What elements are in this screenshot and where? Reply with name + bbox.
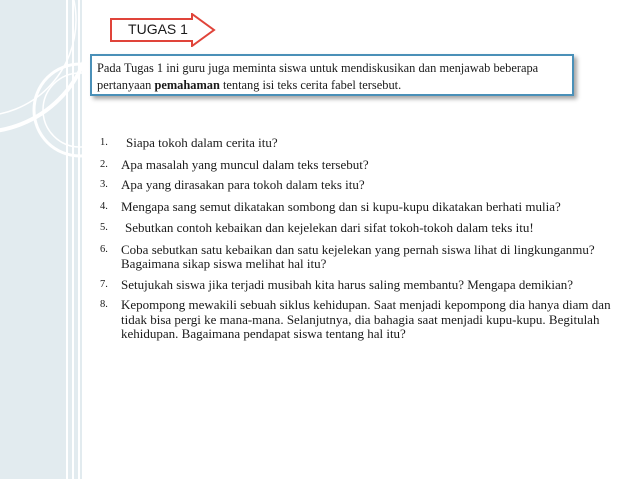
intro-box bbox=[90, 54, 574, 96]
question-text: Sebutkan contoh kebaikan dan kejelekan dari sifat tokoh-tokoh dalam teks itu! bbox=[125, 220, 534, 235]
question-text: Coba sebutkan satu kebaikan dan satu kejelekan yang pernah siswa lihat di lingkunganmu? Bagaimana sikap siswa melihat hal itu? bbox=[121, 241, 595, 271]
question-number: 6. bbox=[100, 243, 108, 255]
question-item bbox=[100, 298, 620, 342]
question-number: 2. bbox=[100, 158, 108, 170]
question-number: 8. bbox=[100, 299, 108, 310]
question-number: 3. bbox=[100, 179, 108, 190]
question-list bbox=[100, 136, 620, 342]
question-item bbox=[100, 136, 620, 151]
question-number: 1. bbox=[100, 137, 108, 148]
intro-text: Pada Tugas 1 ini guru juga meminta siswa untuk mendiskusikan dan menjawab beberapa pertanyaan bbox=[97, 61, 539, 92]
intro-bold-text: pemahaman bbox=[154, 78, 220, 92]
question-text: Apa yang dirasakan para tokoh dalam teks itu? bbox=[121, 177, 365, 192]
question-text: Setujukah siswa jika terjadi musibah kita harus saling membantu? Mengapa demikian? bbox=[121, 276, 573, 292]
question-number: 7. bbox=[100, 278, 108, 290]
question-text: Mengapa sang semut dikatakan sombong dan si kupu-kupu dikatakan berhati mulia? bbox=[121, 198, 561, 214]
question-text: Apa masalah yang muncul dalam teks tersebut? bbox=[121, 156, 369, 172]
question-item bbox=[100, 243, 620, 272]
question-item bbox=[100, 178, 620, 193]
question-item bbox=[100, 221, 620, 236]
question-number: 4. bbox=[100, 200, 108, 212]
page-title: TUGAS 1 bbox=[128, 21, 188, 37]
question-item bbox=[100, 158, 620, 173]
question-item bbox=[100, 200, 620, 215]
question-item bbox=[100, 278, 620, 293]
intro-text-end: tentang isi teks cerita fabel tersebut. bbox=[219, 78, 402, 92]
question-text: Kepompong mewakili sebuah siklus kehidupan. Saat menjadi kepompong dia hanya diam dan tidak bisa pergi ke mana-mana. Selanjutnya, dia bahagia saat menjadi kupu-kupu. Begitulah kehidupan. Bagaimana pendapat siswa tentang hal itu? bbox=[121, 297, 611, 341]
question-text: Siapa tokoh dalam cerita itu? bbox=[126, 135, 278, 150]
question-number: 5. bbox=[100, 222, 108, 233]
